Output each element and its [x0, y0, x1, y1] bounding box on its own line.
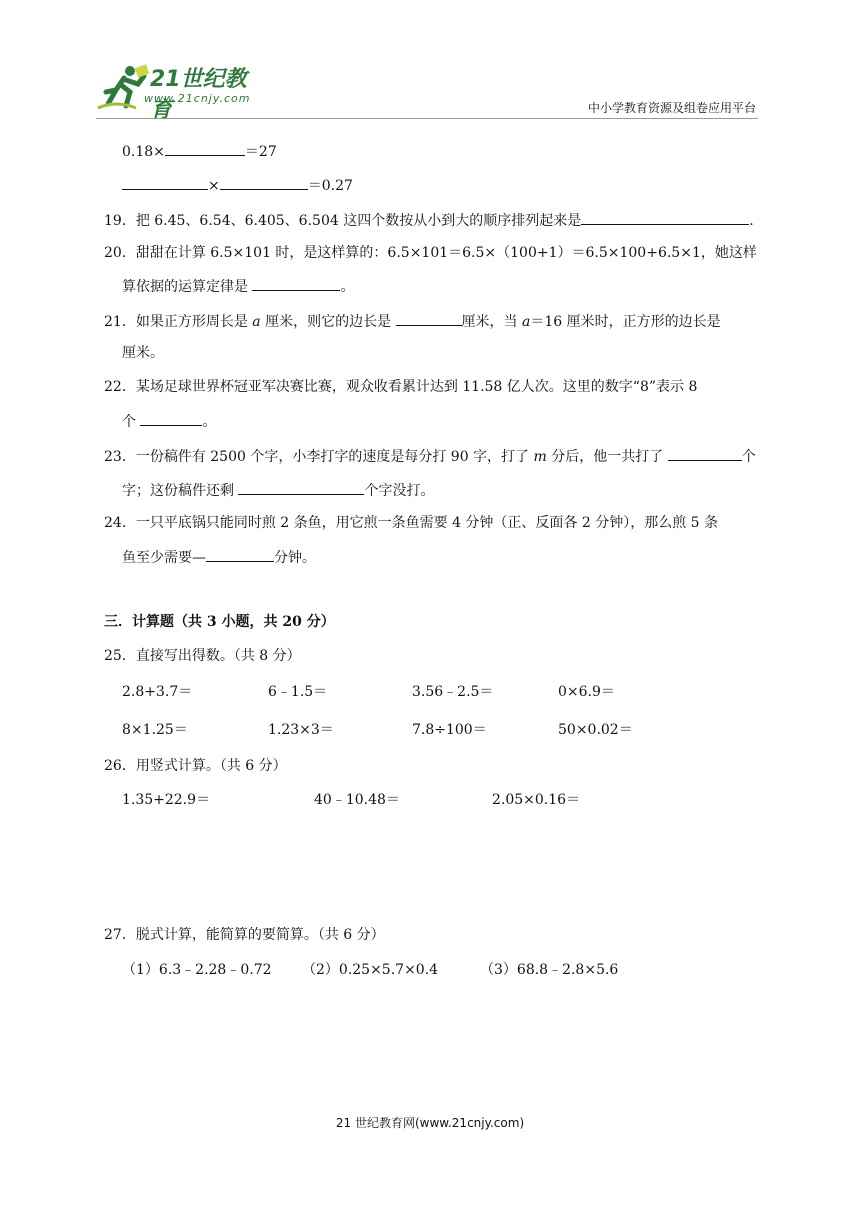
calc-item: 0×6.9＝: [558, 684, 615, 700]
site-logo: [96, 62, 266, 123]
calc-item: 3.56﹣2.5＝: [412, 684, 494, 700]
text: 。: [340, 279, 355, 295]
question-23-line-2: [122, 480, 434, 500]
question-20-line-1: 20．甜甜在计算 6.5×101 时，是这样算的：6.5×101＝6.5×（100+1）＝6.5×100+6.5×1，她这样: [104, 245, 757, 261]
question-text: 19．把 6.45、6.54、6.405、6.504 这四个数按从小到大的顺序排列起来是: [104, 213, 582, 229]
logo-url: www.21cnjy.com: [144, 92, 251, 105]
answer-blank[interactable]: [238, 480, 364, 495]
calc-item: 7.8÷100＝: [412, 722, 487, 738]
section-3-title: 三．计算题（共 3 小题，共 20 分）: [104, 614, 335, 630]
question-26: 26．用竖式计算。（共 6 分）: [104, 758, 287, 774]
question-text: 21．如果正方形周长是: [104, 314, 248, 330]
calc-item: （1）6.3﹣2.28﹣0.72: [122, 962, 272, 978]
calc-item: 1.35+22.9＝: [122, 792, 211, 808]
question-22-line-1: 22．某场足球世界杯冠亚军决赛比赛，观众收看累计达到 11.58 亿人次。这里的数字“8”表示 8: [104, 379, 698, 395]
question-21-line-2: 厘米。: [122, 345, 164, 361]
answer-blank[interactable]: [140, 411, 202, 426]
question-24-line-2: [122, 547, 316, 567]
text: 个: [741, 449, 756, 465]
answer-blank[interactable]: [165, 141, 245, 156]
calc-item: 40﹣10.48＝: [314, 792, 400, 808]
header-divider: [96, 118, 758, 119]
question-text: 个字没打。: [364, 483, 435, 499]
answer-line-1: [122, 141, 277, 161]
answer-blank[interactable]: [396, 311, 462, 326]
text: .: [749, 213, 754, 229]
calc-item: 6﹣1.5＝: [268, 684, 328, 700]
calc-item: 1.23×3＝: [268, 722, 334, 738]
answer-blank[interactable]: [206, 547, 274, 562]
text: ＝27: [244, 144, 277, 160]
answer-blank[interactable]: [668, 446, 742, 461]
text: 。: [202, 414, 217, 430]
question-21-line-1: [104, 311, 721, 331]
question-25: 25．直接写出得数。（共 8 分）: [104, 648, 301, 664]
logo-text: 21世纪教育: [150, 67, 247, 123]
answer-blank[interactable]: [252, 276, 340, 291]
question-text: 个: [122, 414, 136, 430]
calc-item: 8×1.25＝: [122, 722, 188, 738]
question-text: 鱼至少需要—: [122, 550, 206, 566]
text: ＝0.27: [307, 178, 353, 194]
answer-blank[interactable]: [122, 175, 208, 190]
answer-line-2: [122, 175, 353, 195]
question-23-line-1: [104, 446, 756, 466]
calc-item: 2.05×0.16＝: [492, 792, 581, 808]
question-22-line-2: [122, 411, 216, 431]
page-footer: 21 世纪教育网(www.21cnjy.com): [335, 1116, 525, 1130]
header-tagline: 中小学教育资源及组卷应用平台: [587, 101, 756, 115]
question-text: 23．一份稿件有 2500 个字，小李打字的速度是每分打 90 字，打了: [104, 449, 530, 465]
question-19: [104, 210, 754, 230]
text: 0.18×: [122, 144, 165, 160]
calc-item: 50×0.02＝: [558, 722, 633, 738]
page-header: [0, 0, 860, 125]
calc-item: （2）0.25×5.7×0.4: [302, 962, 439, 978]
question-text: 字；这份稿件还剩: [122, 483, 234, 499]
question-text: 算依据的运算定律是: [122, 279, 248, 295]
variable-a: a: [522, 314, 531, 330]
question-27: 27．脱式计算，能简算的要简算。（共 6 分）: [104, 927, 385, 943]
calc-item: 2.8+3.7＝: [122, 684, 193, 700]
answer-blank[interactable]: [581, 210, 749, 225]
calc-item: （3）68.8﹣2.8×5.6: [480, 962, 619, 978]
answer-blank[interactable]: [220, 175, 308, 190]
question-text: 分后，他一共打了: [551, 449, 664, 465]
text: ×: [208, 178, 220, 194]
variable-a: a: [252, 314, 261, 330]
question-text: 厘米，则它的边长是: [265, 314, 392, 330]
question-24-line-1: 24．一只平底锅只能同时煎 2 条鱼，用它煎一条鱼需要 4 分钟（正、反面各 2 分钟），那么煎 5 条: [104, 515, 719, 531]
variable-m: m: [533, 449, 547, 465]
question-text: ＝16 厘米时，正方形的边长是: [530, 314, 721, 330]
question-20-line-2: [122, 276, 354, 296]
question-text: 厘米，当: [461, 314, 518, 330]
question-text: 分钟。: [274, 550, 316, 566]
